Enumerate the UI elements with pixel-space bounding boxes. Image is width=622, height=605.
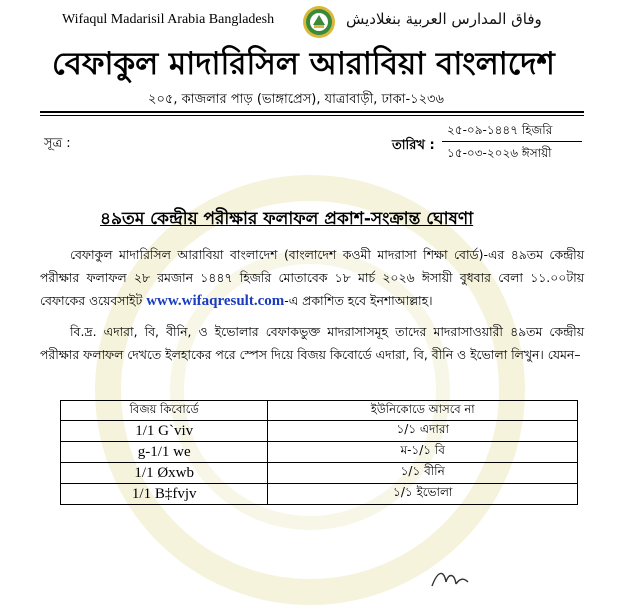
header-divider-thin xyxy=(40,115,584,116)
notice-paragraph-2: বি.দ্র. এদারা, বি, বীনি, ও ইভোলার বেফাকভুক্ত মাদরাসাসমূহ তাদের মাদরাসাওয়ারী ৪৯তম কেন্দ্রীয় পরীক্ষার ফলাফল দেখতে ইলহাকের পরে স্পেস দিয়ে বিজয় কিবোর্ডে এদারা, বি, বীনি ও ইভোলা লিখুন। যেমন– xyxy=(40,324,584,362)
reference-label: সূত্র : xyxy=(44,136,71,151)
result-website-link[interactable]: www.wifaqresult.com xyxy=(146,293,285,309)
column-header-bijoy: বিজয় কিবোর্ডে xyxy=(61,401,268,421)
notice-title: ৪৯তম কেন্দ্রীয় পরীক্ষার ফলাফল প্রকাশ-সংক্রান্ত ঘোষণা xyxy=(100,209,474,229)
date-hijri: ২৫-০৯-১৪৪৭ হিজরি xyxy=(447,123,553,137)
table-row xyxy=(61,484,578,505)
column-header-unicode: ইউনিকোডে আসবে না xyxy=(268,401,578,421)
table-row xyxy=(61,463,578,484)
table-row xyxy=(61,442,578,463)
table-row xyxy=(61,421,578,442)
keyboard-code-table xyxy=(60,400,578,505)
table-header-row xyxy=(61,401,578,421)
unicode-cell: ম-১/১ বি xyxy=(268,442,578,463)
bijoy-code-cell: 1/1 B‡fvjv xyxy=(61,484,268,505)
date-divider xyxy=(442,141,582,142)
org-name-bangla: বেফাকুল মাদারিসিল আরাবিয়া বাংলাদেশ xyxy=(52,46,555,82)
org-address: ২০৫, কাজলার পাড় (ভাঙ্গাপ্রেস), যাত্রাবাড়ী, ঢাকা-১২৩৬ xyxy=(148,92,444,107)
date-english: ১৫-০৩-২০২৬ ঈসায়ী xyxy=(447,146,552,160)
bijoy-code-cell: g-1/1 we xyxy=(61,442,268,463)
org-name-english: Wifaqul Madarisil Arabia Bangladesh xyxy=(62,12,275,27)
unicode-cell: ১/১ ইভোলা xyxy=(268,484,578,505)
paragraph-1-tail: -এ প্রকাশিত হবে ইনশাআল্লাহ। xyxy=(284,293,433,308)
board-seal-icon xyxy=(302,5,336,39)
date-label: তারিখ : xyxy=(392,138,435,153)
bijoy-code-cell: 1/1 G`viv xyxy=(61,421,268,442)
unicode-cell: ১/১ বীনি xyxy=(268,463,578,484)
notice-paragraph-1 xyxy=(40,243,584,313)
header-divider-thick xyxy=(40,111,584,113)
signature-mark xyxy=(430,568,470,588)
paragraph-1-text: বেফাকুল মাদারিসিল আরাবিয়া বাংলাদেশ (বাংলাদেশ কওমী মাদরাসা শিক্ষা বোর্ড)-এর ৪৯তম কেন্দ্রীয় পরীক্ষার ফলাফল ২৮ রমজান ১৪৪৭ হিজরি মোতাবেক ১৮ মার্চ ২০২৬ ঈসায়ী বুধবার বেলা ১১.০০টায় বেফাকের ওয়েবসাইট xyxy=(40,247,584,308)
bijoy-code-cell: 1/1 Øxwb xyxy=(61,463,268,484)
unicode-cell: ১/১ এদারা xyxy=(268,421,578,442)
org-name-arabic: وفاق المدارس العربية بنغلاديش xyxy=(346,10,542,28)
